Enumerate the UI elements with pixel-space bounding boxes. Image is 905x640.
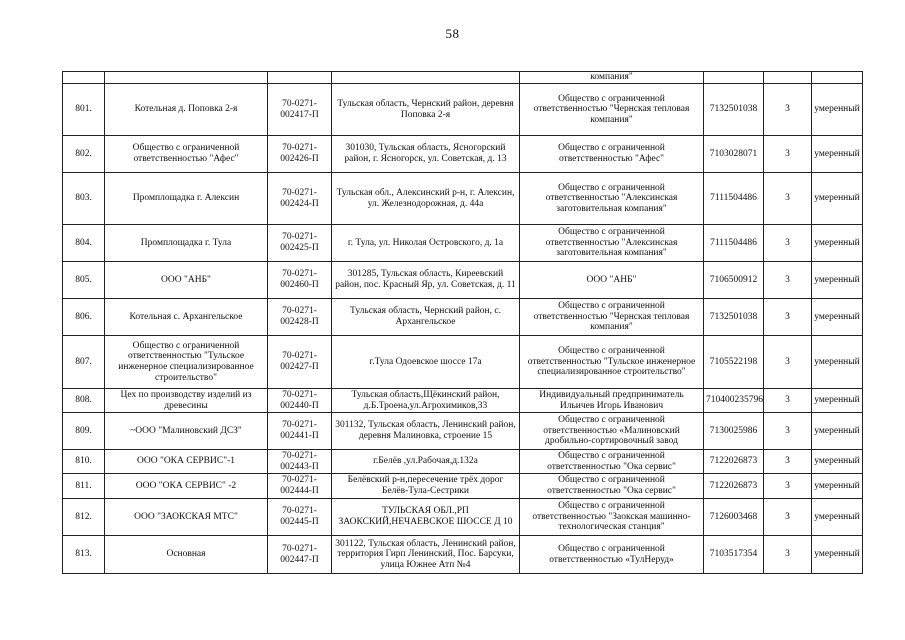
cell-inn: 7132501038 [704, 299, 764, 336]
cell-number: 808. [63, 389, 105, 413]
cell-number: 813. [63, 536, 105, 574]
cell-category: 3 [764, 499, 812, 536]
cell-inn: 7132501038 [704, 84, 764, 136]
cell-object-code: 70-0271-002427-П [268, 336, 332, 389]
cell-number: 807. [63, 336, 105, 389]
table-row [63, 225, 863, 262]
cell-risk [812, 72, 863, 84]
cell-owner: Общество с ограниченной ответственностью "Ока сервис" [520, 474, 704, 499]
cell-inn: 7103517354 [704, 536, 764, 574]
cell-category [764, 72, 812, 84]
cell-owner: Общество с ограниченной ответственностью "Чернская тепловая компания" [520, 84, 704, 136]
cell-risk: умеренный [812, 389, 863, 413]
cell-number: 810. [63, 450, 105, 474]
cell-inn: 7126003468 [704, 499, 764, 536]
cell-number: 803. [63, 173, 105, 225]
cell-number: 805. [63, 262, 105, 299]
cell-object-name: Котельная д. Поповка 2-я [105, 84, 268, 136]
table-row [63, 474, 863, 499]
cell-category: 3 [764, 450, 812, 474]
cell-object-name: ООО "ЗАОКСКАЯ МТС" [105, 499, 268, 536]
cell-risk: умеренный [812, 136, 863, 173]
cell-address: 301285, Тульская область, Киреевский район, пос. Красный Яр, ул. Советская, д. 11 [332, 262, 520, 299]
cell-object-name: Общество с ограниченной ответственностью "Афес" [105, 136, 268, 173]
cell-category: 3 [764, 225, 812, 262]
cell-object-code: 70-0271-002444-П [268, 474, 332, 499]
cell-owner: ООО "АНБ" [520, 262, 704, 299]
cell-address [332, 72, 520, 84]
cell-category: 3 [764, 536, 812, 574]
table-row [63, 413, 863, 450]
cell-object-name: ООО "ОКА СЕРВИС"-1 [105, 450, 268, 474]
cell-address: ТУЛЬСКАЯ ОБЛ.,РП ЗАОКСКИЙ,НЕЧАЕВСКОЕ ШОССЕ Д 10 [332, 499, 520, 536]
cell-address: Тульская область, Чернский район, деревня Поповка 2-я [332, 84, 520, 136]
table-row [63, 336, 863, 389]
cell-owner: Общество с ограниченной ответственностью "Ока сервис" [520, 450, 704, 474]
cell-number: 804. [63, 225, 105, 262]
cell-address: 301122, Тульская область, Ленинский район, территория Гирп Ленинский, Пос. Барсуки, улица Южнее Атп №4 [332, 536, 520, 574]
cell-object-name: ООО "АНБ" [105, 262, 268, 299]
table-row [63, 136, 863, 173]
cell-number [63, 72, 105, 84]
cell-object-code: 70-0271-002445-П [268, 499, 332, 536]
cell-number: 806. [63, 299, 105, 336]
cell-inn: 710400235796 [704, 389, 764, 413]
cell-inn: 7122026873 [704, 450, 764, 474]
registry-table [62, 71, 863, 574]
cell-object-name: Котельная с. Архангельское [105, 299, 268, 336]
cell-inn: 7106500912 [704, 262, 764, 299]
cell-address: г.Тула Одоевское шоссе 17а [332, 336, 520, 389]
cell-risk: умеренный [812, 413, 863, 450]
cell-inn: 7111504486 [704, 225, 764, 262]
cell-owner: Общество с ограниченной ответственностью «Малиновский дробильно-сортировочный завод [520, 413, 704, 450]
table-row [63, 389, 863, 413]
cell-object-code: 70-0271-002460-П [268, 262, 332, 299]
cell-address: 301030, Тульская область, Ясногорский район, г. Ясногорск, ул. Советская, д. 13 [332, 136, 520, 173]
cell-risk: умеренный [812, 84, 863, 136]
cell-object-name: ~ООО "Малиновский ДСЗ" [105, 413, 268, 450]
cell-object-code: 70-0271-002441-П [268, 413, 332, 450]
cell-number: 809. [63, 413, 105, 450]
cell-object-code: 70-0271-002424-П [268, 173, 332, 225]
cell-address: Тульская обл., Алексинский р-н, г. Алексин, ул. Железнодорожная, д. 44а [332, 173, 520, 225]
cell-object-name: Цех по производству изделий из древесины [105, 389, 268, 413]
cell-category: 3 [764, 413, 812, 450]
cell-owner: Общество с ограниченной ответственностью "Заокская машинно-технологическая станция" [520, 499, 704, 536]
cell-inn: 7122026873 [704, 474, 764, 499]
cell-object-code: 70-0271-002443-П [268, 450, 332, 474]
cell-risk: умеренный [812, 450, 863, 474]
cell-risk: умеренный [812, 262, 863, 299]
table-row [63, 262, 863, 299]
cell-risk: умеренный [812, 299, 863, 336]
cell-category: 3 [764, 262, 812, 299]
table-row [63, 299, 863, 336]
cell-owner: Общество с ограниченной ответственностью "Афес" [520, 136, 704, 173]
cell-risk: умеренный [812, 536, 863, 574]
cell-category: 3 [764, 84, 812, 136]
cell-number: 812. [63, 499, 105, 536]
cell-object-name [105, 72, 268, 84]
cell-owner: Общество с ограниченной ответственностью "Тульское инженерное специализированное строительство" [520, 336, 704, 389]
cell-object-code [268, 72, 332, 84]
cell-risk: умеренный [812, 474, 863, 499]
cell-inn [704, 72, 764, 84]
cell-inn: 7103028071 [704, 136, 764, 173]
cell-object-name: ООО "ОКА СЕРВИС" -2 [105, 474, 268, 499]
cell-risk: умеренный [812, 336, 863, 389]
cell-object-name: Общество с ограниченной ответственностью "Тульское инженерное специализированное строительство" [105, 336, 268, 389]
cell-inn: 7105522198 [704, 336, 764, 389]
cell-owner: Общество с ограниченной ответственностью "Алексинская заготовительная компания" [520, 173, 704, 225]
cell-category: 3 [764, 389, 812, 413]
table-row-continuation [63, 72, 863, 84]
cell-object-code: 70-0271-002428-П [268, 299, 332, 336]
cell-category: 3 [764, 299, 812, 336]
table-row [63, 499, 863, 536]
cell-number: 811. [63, 474, 105, 499]
cell-owner: Индивидуальный предприниматель Ильичев Игорь Иванович [520, 389, 704, 413]
cell-category: 3 [764, 336, 812, 389]
cell-owner: Общество с ограниченной ответственностью "Алексинская заготовительная компания" [520, 225, 704, 262]
cell-risk: умеренный [812, 499, 863, 536]
cell-risk: умеренный [812, 173, 863, 225]
table-row [63, 84, 863, 136]
cell-risk: умеренный [812, 225, 863, 262]
table-row [63, 450, 863, 474]
cell-category: 3 [764, 173, 812, 225]
cell-object-code: 70-0271-002426-П [268, 136, 332, 173]
registry-table-body [63, 72, 863, 574]
cell-address: 301132, Тульская область, Ленинский район, деревня Малиновка, строение 15 [332, 413, 520, 450]
cell-number: 801. [63, 84, 105, 136]
cell-owner: Общество с ограниченной ответственностью «ТулНеруд» [520, 536, 704, 574]
cell-object-name: Промплощадка г. Алексин [105, 173, 268, 225]
cell-object-name: Основная [105, 536, 268, 574]
cell-object-code: 70-0271-002440-П [268, 389, 332, 413]
cell-object-code: 70-0271-002425-П [268, 225, 332, 262]
cell-category: 3 [764, 136, 812, 173]
cell-object-name: Промплощадка г. Тула [105, 225, 268, 262]
cell-owner: Общество с ограниченной ответственностью "Чернская тепловая компания" [520, 299, 704, 336]
cell-address: Тульская область,Щёкинский район, д.Б.Троена,ул.Агрохимиков,33 [332, 389, 520, 413]
cell-object-code: 70-0271-002447-П [268, 536, 332, 574]
cell-inn: 7130025986 [704, 413, 764, 450]
cell-category: 3 [764, 474, 812, 499]
cell-address: г.Белёв ,ул.Рабочая,д.132а [332, 450, 520, 474]
cell-address: г. Тула, ул. Николая Островского, д. 1а [332, 225, 520, 262]
table-row [63, 536, 863, 574]
cell-owner: компания" [520, 72, 704, 84]
cell-inn: 7111504486 [704, 173, 764, 225]
page-number: 58 [445, 26, 460, 41]
cell-address: Белёвский р-н,пересечение трёх дорог Белёв-Тула-Сестрики [332, 474, 520, 499]
table-row [63, 173, 863, 225]
cell-object-code: 70-0271-002417-П [268, 84, 332, 136]
cell-number: 802. [63, 136, 105, 173]
cell-address: Тульская область, Чернский район, с. Архангельское [332, 299, 520, 336]
